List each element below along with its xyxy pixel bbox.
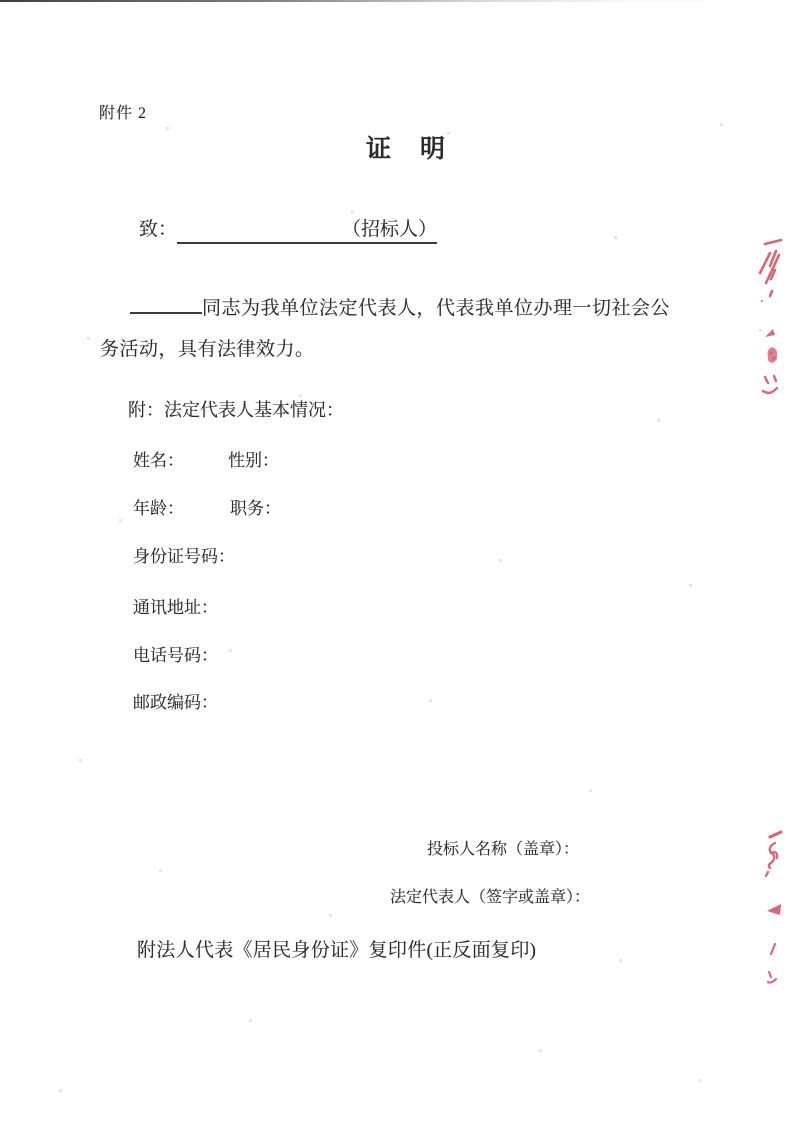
body-paragraph [100,288,670,370]
name-blank-line [130,308,202,314]
field-label-age: 年龄： [133,499,184,518]
salutation-recipient-hint: （招标人） [342,219,438,240]
red-ink-triangle [766,903,783,917]
red-ink-specks [766,969,779,986]
field-label-position: 职务： [230,499,281,518]
red-ink-blob [765,346,780,365]
document-title: 证 明 [366,136,448,163]
signature-legal-representative-label: 法定代表人（签字或盖章）： [390,889,591,906]
body-line-1 [100,288,670,329]
paper-noise-speckles [0,0,1,1]
body-line-2 [100,329,670,370]
salutation-line [139,214,437,244]
basic-info-heading: 附：法定代表人基本情况： [128,400,344,420]
recipient-blank-line [177,231,342,235]
red-ink-small-strokes [761,374,779,397]
field-label-mailing-address: 通讯地址： [133,598,218,617]
salutation-underline [177,219,437,244]
field-label-id-number: 身份证号码： [133,547,235,566]
body-text-2: 务活动，具有法律效力。 [100,339,315,360]
field-label-gender: 性别： [228,451,279,470]
red-ink-scribble-bottom [763,841,782,877]
salutation-prefix: 致： [139,219,178,240]
attachment-label: 附件 2 [99,105,148,122]
scan-edge-artifact [0,0,793,2]
field-label-postal-code: 邮政编码： [133,693,218,712]
signature-bidder-name-label: 投标人名称（盖章）： [427,841,580,858]
red-ink-scribble-top [752,238,786,304]
body-text-1: 同志为我单位法定代表人，代表我单位办理一切社会公 [202,298,671,319]
red-ink-dash [768,830,783,839]
red-ink-tick [763,326,779,340]
field-label-phone-number: 电话号码： [133,646,218,665]
id-copy-footnote: 附法人代表《居民身份证》复印件(正反面复印) [137,940,537,961]
red-ink-slash [769,943,778,956]
field-label-name: 姓名： [133,451,184,470]
